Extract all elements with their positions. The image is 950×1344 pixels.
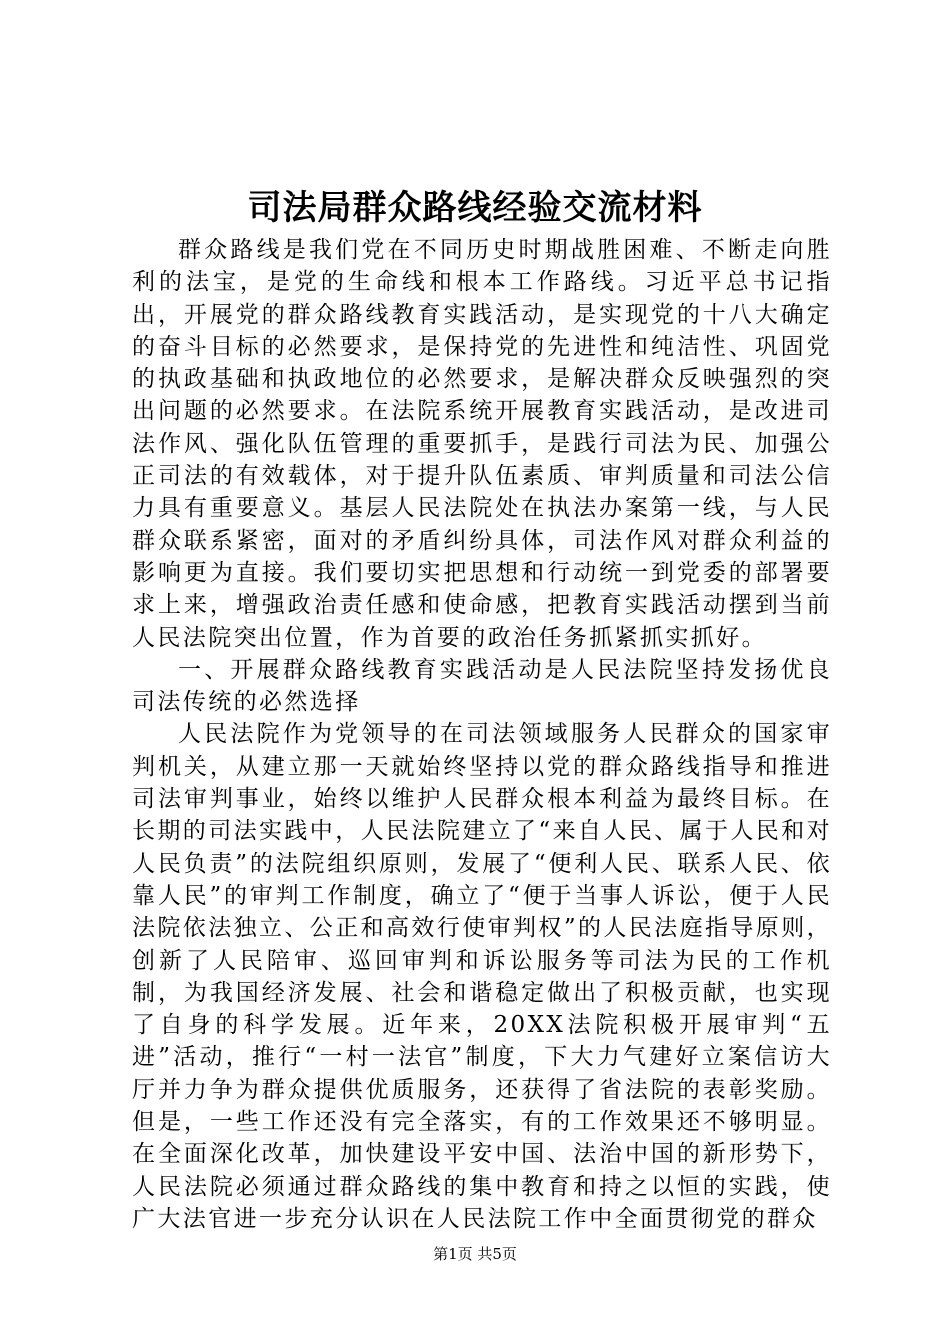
document-body xyxy=(132,234,832,1235)
intro-paragraph: 群众路线是我们党在不同历史时期战胜困难、不断走向胜利的法宝，是党的生命线和根本工作路线。习近平总书记指出，开展党的群众路线教育实践活动，是实现党的十八大确定的奋斗目标的必然要求，是保持党的先进性和纯洁性、巩固党的执政基础和执政地位的必然要求，是解决群众反映强烈的突出问题的必然要求。在法院系统开展教育实践活动，是改进司法作风、强化队伍管理的重要抓手，是践行司法为民、加强公正司法的有效载体，对于提升队伍素质、审判质量和司法公信力具有重要意义。基层人民法院处在执法办案第一线，与人民群众联系紧密，面对的矛盾纠纷具体，司法作风对群众利益的影响更为直接。我们要切实把思想和行动统一到党委的部署要求上来，增强政治责任感和使命感，把教育实践活动摆到当前人民法院突出位置，作为首要的政治任务抓紧抓实抓好。 xyxy=(132,237,832,651)
document-title: 司法局群众路线经验交流材料 xyxy=(247,188,703,228)
section-1-paragraph: 人民法院作为党领导的在司法领域服务人民群众的国家审判机关，从建立那一天就始终坚持以党的群众路线指导和推进司法审判事业，始终以维护人民群众根本利益为最终目标。在长期的司法实践中，人民法院建立了“来自人民、属于人民和对人民负责”的法院组织原则，发展了“便利人民、联系人民、依靠人民”的审判工作制度，确立了“便于当事人诉讼，便于人民法院依法独立、公正和高效行使审判权”的人民法庭指导原则，创新了人民陪审、巡回审判和诉讼服务等司法为民的工作机制，为我国经济发展、社会和谐稳定做出了积极贡献，也实现了自身的科学发展。近年来，20XX法院积极开展审判“五进”活动，推行“一村一法官”制度，下大力气建好立案信访大厅并力争为群众提供优质服务，还获得了省法院的表彰奖励。但是，一些工作还没有完全落实，有的工作效果还不够明显。在全面深化改革，加快建设平安中国、法治中国的新形势下，人民法院必须通过群众路线的集中教育和持之以恒的实践，使广大法官进一步充分认识在人民法院工作中全面贯彻党的群众 xyxy=(132,721,832,1232)
section-heading-1: 一、开展群众路线教育实践活动是人民法院坚持发扬优良司法传统的必然选择 xyxy=(132,656,832,716)
page-footer: 第1页 共5页 xyxy=(433,1245,517,1263)
